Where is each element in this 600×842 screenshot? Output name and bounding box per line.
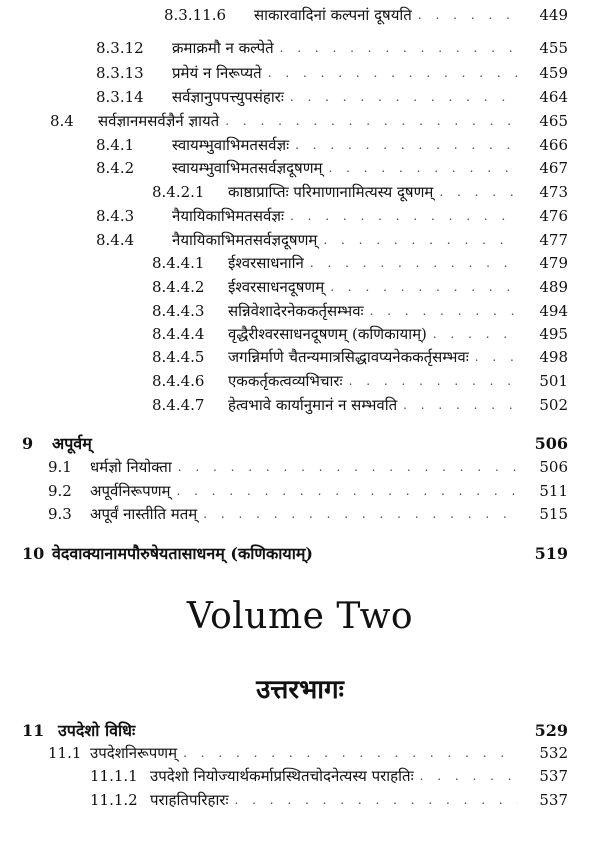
- toc-chapter-entry[interactable]: [0, 719, 600, 741]
- entry-title: ईश्वरसाधनानि: [228, 254, 304, 272]
- leader-dots: [225, 114, 518, 128]
- entry-page-number: 479: [539, 254, 568, 272]
- leader-dots: [475, 350, 518, 364]
- entry-page-number: 477: [539, 231, 568, 249]
- toc-entry[interactable]: [0, 370, 600, 392]
- entry-title: सन्निवेशादेरनेककर्तृसम्भवः: [228, 302, 364, 320]
- entry-page-number: 449: [539, 6, 568, 24]
- entry-page-number: 464: [539, 88, 568, 106]
- toc-entry[interactable]: [0, 346, 600, 368]
- leader-dots: [310, 256, 518, 270]
- entry-number: 8.4.4.3: [152, 302, 205, 320]
- leader-dots: [290, 209, 518, 223]
- leader-dots: [418, 8, 518, 22]
- entry-number: 8.3.13: [96, 64, 144, 82]
- entry-number: 11.1.1: [90, 767, 138, 785]
- toc-entry[interactable]: [0, 62, 600, 84]
- leader-dots: [268, 66, 518, 80]
- leader-dots: [290, 90, 518, 104]
- entry-number: 9.2: [48, 482, 72, 500]
- toc-entry[interactable]: [0, 765, 600, 787]
- entry-number: 8.4.4.2: [152, 278, 205, 296]
- toc-entry[interactable]: [0, 300, 600, 322]
- chapter-page-number: 519: [534, 543, 568, 563]
- toc-chapter-entry[interactable]: [0, 432, 600, 454]
- entry-title: काष्ठाप्राप्तिः परिमाणानामित्यस्य दूषणम्: [228, 183, 434, 201]
- entry-page-number: 515: [539, 505, 568, 523]
- chapter-page-number: 529: [534, 720, 568, 740]
- toc-entry[interactable]: [0, 394, 600, 416]
- entry-number: 9.3: [48, 505, 72, 523]
- entry-number: 11.1: [48, 744, 82, 762]
- leader-dots: [203, 507, 518, 521]
- entry-number: 8.4.4: [96, 231, 135, 249]
- entry-title: अपूर्वनिरूपणम्: [90, 482, 171, 500]
- toc-entry[interactable]: [0, 789, 600, 811]
- toc-entry[interactable]: [0, 181, 600, 203]
- leader-dots: [177, 484, 518, 498]
- toc-entry[interactable]: [0, 252, 600, 274]
- toc-entry[interactable]: [0, 134, 600, 156]
- entry-page-number: 498: [539, 348, 568, 366]
- chapter-number: 9: [22, 433, 34, 453]
- chapter-title: वेदवाक्यानामपौरुषेयतासाधनम् (कणिकायाम्): [52, 544, 313, 563]
- entry-title: क्रमाक्रमौ न कल्पेते: [172, 39, 274, 57]
- entry-title: स्वायम्भुवाभिमतसर्वज्ञदूषणम्: [172, 159, 323, 177]
- leader-dots: [439, 185, 518, 199]
- leader-dots: [323, 233, 518, 247]
- entry-page-number: 494: [539, 302, 568, 320]
- entry-number: 11.1.2: [90, 791, 138, 809]
- leader-dots: [349, 374, 518, 388]
- toc-entry[interactable]: [0, 323, 600, 345]
- toc-entry[interactable]: [0, 86, 600, 108]
- entry-number: 8.4.2: [96, 159, 135, 177]
- entry-title: सर्वज्ञानुपपत्त्युपसंहारः: [172, 88, 284, 106]
- entry-title: अपूर्वं नास्तीति मतम्: [90, 505, 198, 523]
- entry-number: 8.4.3: [96, 207, 135, 225]
- entry-page-number: 537: [539, 767, 568, 785]
- entry-title: पराहतिपरिहारः: [150, 791, 229, 809]
- leader-dots: [403, 398, 518, 412]
- leader-dots: [183, 746, 518, 760]
- entry-page-number: 465: [539, 112, 568, 130]
- entry-title: सर्वज्ञानमसर्वज्ञैर्न ज्ञायते: [98, 112, 220, 130]
- leader-dots: [370, 304, 518, 318]
- entry-number: 8.4.4.5: [152, 348, 205, 366]
- leader-dots: [433, 327, 518, 341]
- entry-title: उपदेशनिरूपणम्: [90, 744, 178, 762]
- toc-entry[interactable]: [0, 276, 600, 298]
- entry-page-number: 467: [539, 159, 568, 177]
- entry-page-number: 489: [539, 278, 568, 296]
- entry-page-number: 466: [539, 136, 568, 154]
- entry-page-number: 532: [539, 744, 568, 762]
- entry-title: साकारवादिनां कल्पनां दूषयति: [254, 6, 412, 24]
- entry-number: 8.4.1: [96, 136, 135, 154]
- leader-dots: [329, 161, 518, 175]
- entry-page-number: 473: [539, 183, 568, 201]
- entry-page-number: 502: [539, 396, 568, 414]
- entry-page-number: 537: [539, 791, 568, 809]
- entry-title: धर्मज्ञो नियोक्ता: [90, 458, 172, 476]
- chapter-number: 10: [22, 543, 45, 563]
- chapter-page-number: 506: [534, 433, 568, 453]
- entry-title: नैयायिकाभिमतसर्वज्ञः: [172, 207, 284, 225]
- entry-title: प्रमेयं न निरूप्यते: [172, 64, 262, 82]
- toc-entry[interactable]: [0, 503, 600, 525]
- toc-chapter-entry[interactable]: [0, 542, 600, 564]
- entry-title: एककर्तृकत्वव्यभिचारः: [228, 372, 343, 390]
- leader-dots: [235, 793, 519, 807]
- entry-number: 8.4.4.1: [152, 254, 205, 272]
- entry-page-number: 506: [539, 458, 568, 476]
- entry-title: वृद्धैरीश्वरसाधनदूषणम् (कणिकायाम्): [228, 325, 427, 343]
- entry-title: जगन्निर्माणे चैतन्यमात्रसिद्धावप्यनेककर्तृसम्भवः: [228, 348, 469, 366]
- volume-heading: Volume Two: [186, 596, 414, 637]
- entry-page-number: 476: [539, 207, 568, 225]
- toc-entry[interactable]: [0, 229, 600, 251]
- entry-title: हेत्वभावे कार्यानुमानं न सम्भवति: [228, 396, 398, 414]
- toc-entry[interactable]: [0, 205, 600, 227]
- toc-entry[interactable]: [0, 37, 600, 59]
- entry-page-number: 501: [539, 372, 568, 390]
- toc-entry[interactable]: [0, 480, 600, 502]
- chapter-title: उपदेशो विधिः: [58, 721, 136, 740]
- entry-page-number: 459: [539, 64, 568, 82]
- part-heading: उत्तरभागः: [256, 675, 344, 705]
- leader-dots: [280, 41, 518, 55]
- entry-number: 9.1: [48, 458, 72, 476]
- entry-page-number: 455: [539, 39, 568, 57]
- entry-title: ईश्वरसाधनदूषणम्: [228, 278, 325, 296]
- leader-dots: [330, 280, 518, 294]
- entry-title: नैयायिकाभिमतसर्वज्ञदूषणम्: [172, 231, 318, 249]
- entry-number: 8.4.4.4: [152, 325, 205, 343]
- toc-entry[interactable]: [0, 742, 600, 764]
- toc-entry[interactable]: [0, 4, 600, 26]
- entry-number: 8.3.11.6: [164, 6, 227, 24]
- entry-number: 8.3.12: [96, 39, 144, 57]
- leader-dots: [420, 769, 518, 783]
- entry-title: उपदेशो नियोज्यार्थकर्माप्रस्थितचोदनेत्यस्य पराहतिः: [150, 767, 414, 785]
- entry-page-number: 511: [539, 482, 568, 500]
- toc-entry[interactable]: [0, 157, 600, 179]
- entry-number: 8.4.2.1: [152, 183, 205, 201]
- entry-number: 8.4: [50, 112, 74, 130]
- entry-title: स्वायम्भुवाभिमतसर्वज्ञः: [172, 136, 290, 154]
- toc-entry[interactable]: [0, 456, 600, 478]
- leader-dots: [178, 460, 518, 474]
- toc-entry[interactable]: [0, 110, 600, 132]
- entry-number: 8.3.14: [96, 88, 144, 106]
- entry-number: 8.4.4.6: [152, 372, 205, 390]
- leader-dots: [295, 138, 518, 152]
- entry-number: 8.4.4.7: [152, 396, 205, 414]
- entry-page-number: 495: [539, 325, 568, 343]
- chapter-title: अपूर्वम्: [52, 434, 92, 453]
- chapter-number: 11: [22, 720, 45, 740]
